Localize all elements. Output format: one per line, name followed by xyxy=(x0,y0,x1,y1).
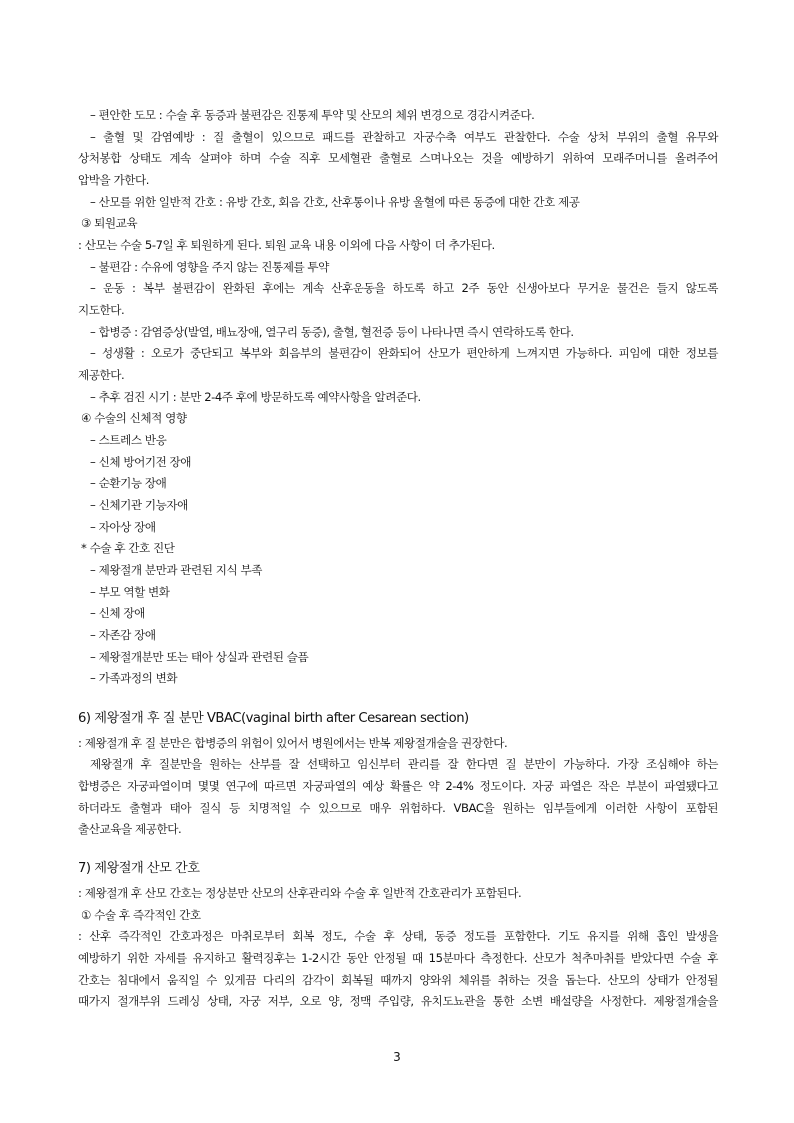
text-line: 예방하기 위한 자세를 유지하고 활력징후는 1-2시간 동안 안정될 때 15분마다 측정한다. 산모가 척추마취를 받았다면 수술 후 xyxy=(78,951,718,965)
text-line: – 편안한 도모 : 수술 후 동증과 불편감은 진통제 투약 및 산모의 체위 변경으로 경감시켜준다. xyxy=(90,108,535,122)
text-line: – 불편감 : 수유에 영향을 주지 않는 진통제를 투약 xyxy=(90,260,329,274)
text-line: 제공한다. xyxy=(78,368,125,382)
text-line: : 산후 즉각적인 간호과정은 마취로부터 회복 정도, 수술 후 상태, 동증 정도를 포함한다. 기도 유지를 위해 흡인 발생을 xyxy=(78,929,718,943)
text-line: 제왕절개 후 질분만을 원하는 산부를 잘 선택하고 임신부터 관리를 잘 한다면 질 분만이 가능하다. 가장 조심해야 하는 xyxy=(90,757,718,771)
subsection-heading: * 수술 후 간호 진단 xyxy=(81,541,175,555)
text-line: – 운동 : 복부 불편감이 완화된 후에는 계속 산후운동을 하도록 하고 2주 동안 신생아보다 무거운 물건은 들지 않도록 xyxy=(90,281,718,295)
text-line: 합병증은 자궁파열이며 몇몇 연구에 따르면 자궁파열의 예상 확률은 약 2-4% 정도이다. 자궁 파열은 작은 부분이 파열됐다고 xyxy=(78,779,718,793)
text-line: : 제왕절개 후 산모 간호는 정상분만 산모의 산후관리와 수술 후 일반적 간호관리가 포함된다. xyxy=(78,886,522,900)
subsection-heading: ③ 퇴원교육 xyxy=(81,216,138,230)
text-line: 하더라도 출혈과 태아 질식 등 치명적일 수 있으므로 매우 위험하다. VBAC을 원하는 임부들에게 이러한 사항이 포함된 xyxy=(78,801,718,815)
text-line: : 제왕절개 후 질 분만은 합병증의 위험이 있어서 병원에서는 반복 제왕절개술을 권장한다. xyxy=(78,736,508,750)
section-heading: 7) 제왕절개 산모 간호 xyxy=(78,861,200,876)
list-item: – 자아상 장애 xyxy=(90,520,156,534)
list-item: – 부모 역할 변화 xyxy=(90,585,170,599)
text-line: 때가지 절개부위 드레싱 상태, 자궁 저부, 오로 양, 정맥 주입량, 유치도뇨관을 통한 소변 배설량을 사정한다. 제왕절개술을 xyxy=(78,994,718,1008)
text-line: 출산교육을 제공한다. xyxy=(78,822,182,836)
list-item: – 신체 방어기전 장애 xyxy=(90,455,192,469)
list-item: – 스트레스 반응 xyxy=(90,433,167,447)
text-line: – 합병증 : 감염증상(발열, 배뇨장애, 열구리 동증), 출혈, 혈전증 등이 나타나면 즉시 연락하도록 한다. xyxy=(90,325,574,339)
text-line: – 출혈 및 감염예방 : 질 출혈이 있으므로 패드를 관찰하고 자궁수축 여부도 관찰한다. 수술 상처 부위의 출혈 유무와 xyxy=(90,130,718,144)
list-item: – 제왕절개분만 또는 태아 상실과 관련된 슬픔 xyxy=(90,650,309,664)
text-line: – 성생활 : 오로가 중단되고 복부와 회음부의 불편감이 완화되어 산모가 편안하게 느껴지면 가능하다. 피임에 대한 정보를 xyxy=(90,346,718,360)
text-line: 지도한다. xyxy=(78,303,125,317)
list-item: – 순환기능 장애 xyxy=(90,476,167,490)
list-item: – 신체기관 기능자애 xyxy=(90,498,188,512)
page-number: 3 xyxy=(393,1050,401,1064)
list-item: – 신체 장애 xyxy=(90,606,145,620)
list-item: – 제왕절개 분만과 관련된 지식 부족 xyxy=(90,563,263,577)
text-line: – 추후 검진 시기 : 분만 2-4주 후에 방문하도록 예약사항을 알려준다. xyxy=(90,390,421,404)
text-line: 압박을 가한다. xyxy=(78,173,149,187)
list-item: – 가족과정의 변화 xyxy=(90,671,178,685)
text-line: 상처봉합 상태도 계속 살펴야 하며 수술 직후 모세혈관 출혈로 스며나오는 것을 예방하기 위하여 모래주머니를 올려주어 xyxy=(78,151,718,165)
subsection-heading: ④ 수술의 신체적 영향 xyxy=(81,411,187,425)
subsection-heading: ① 수술 후 즉각적인 간호 xyxy=(81,908,201,922)
list-item: – 자존감 장애 xyxy=(90,628,156,642)
text-line: : 산모는 수술 5-7일 후 퇴원하게 된다. 퇴원 교육 내용 이외에 다음 사항이 더 추가된다. xyxy=(78,238,495,252)
section-heading: 6) 제왕절개 후 질 분만 VBAC(vaginal birth after Cesarean section) xyxy=(78,711,469,726)
text-line: 간호는 침대에서 움직일 수 있게끔 다리의 감각이 회복될 때까지 양와위 체위를 취하는 것을 돕는다. 산모의 상태가 안정될 xyxy=(78,973,718,987)
text-line: – 산모를 위한 일반적 간호 : 유방 간호, 회음 간호, 산후통이나 유방 울혈에 따른 동증에 대한 간호 제공 xyxy=(90,195,580,209)
